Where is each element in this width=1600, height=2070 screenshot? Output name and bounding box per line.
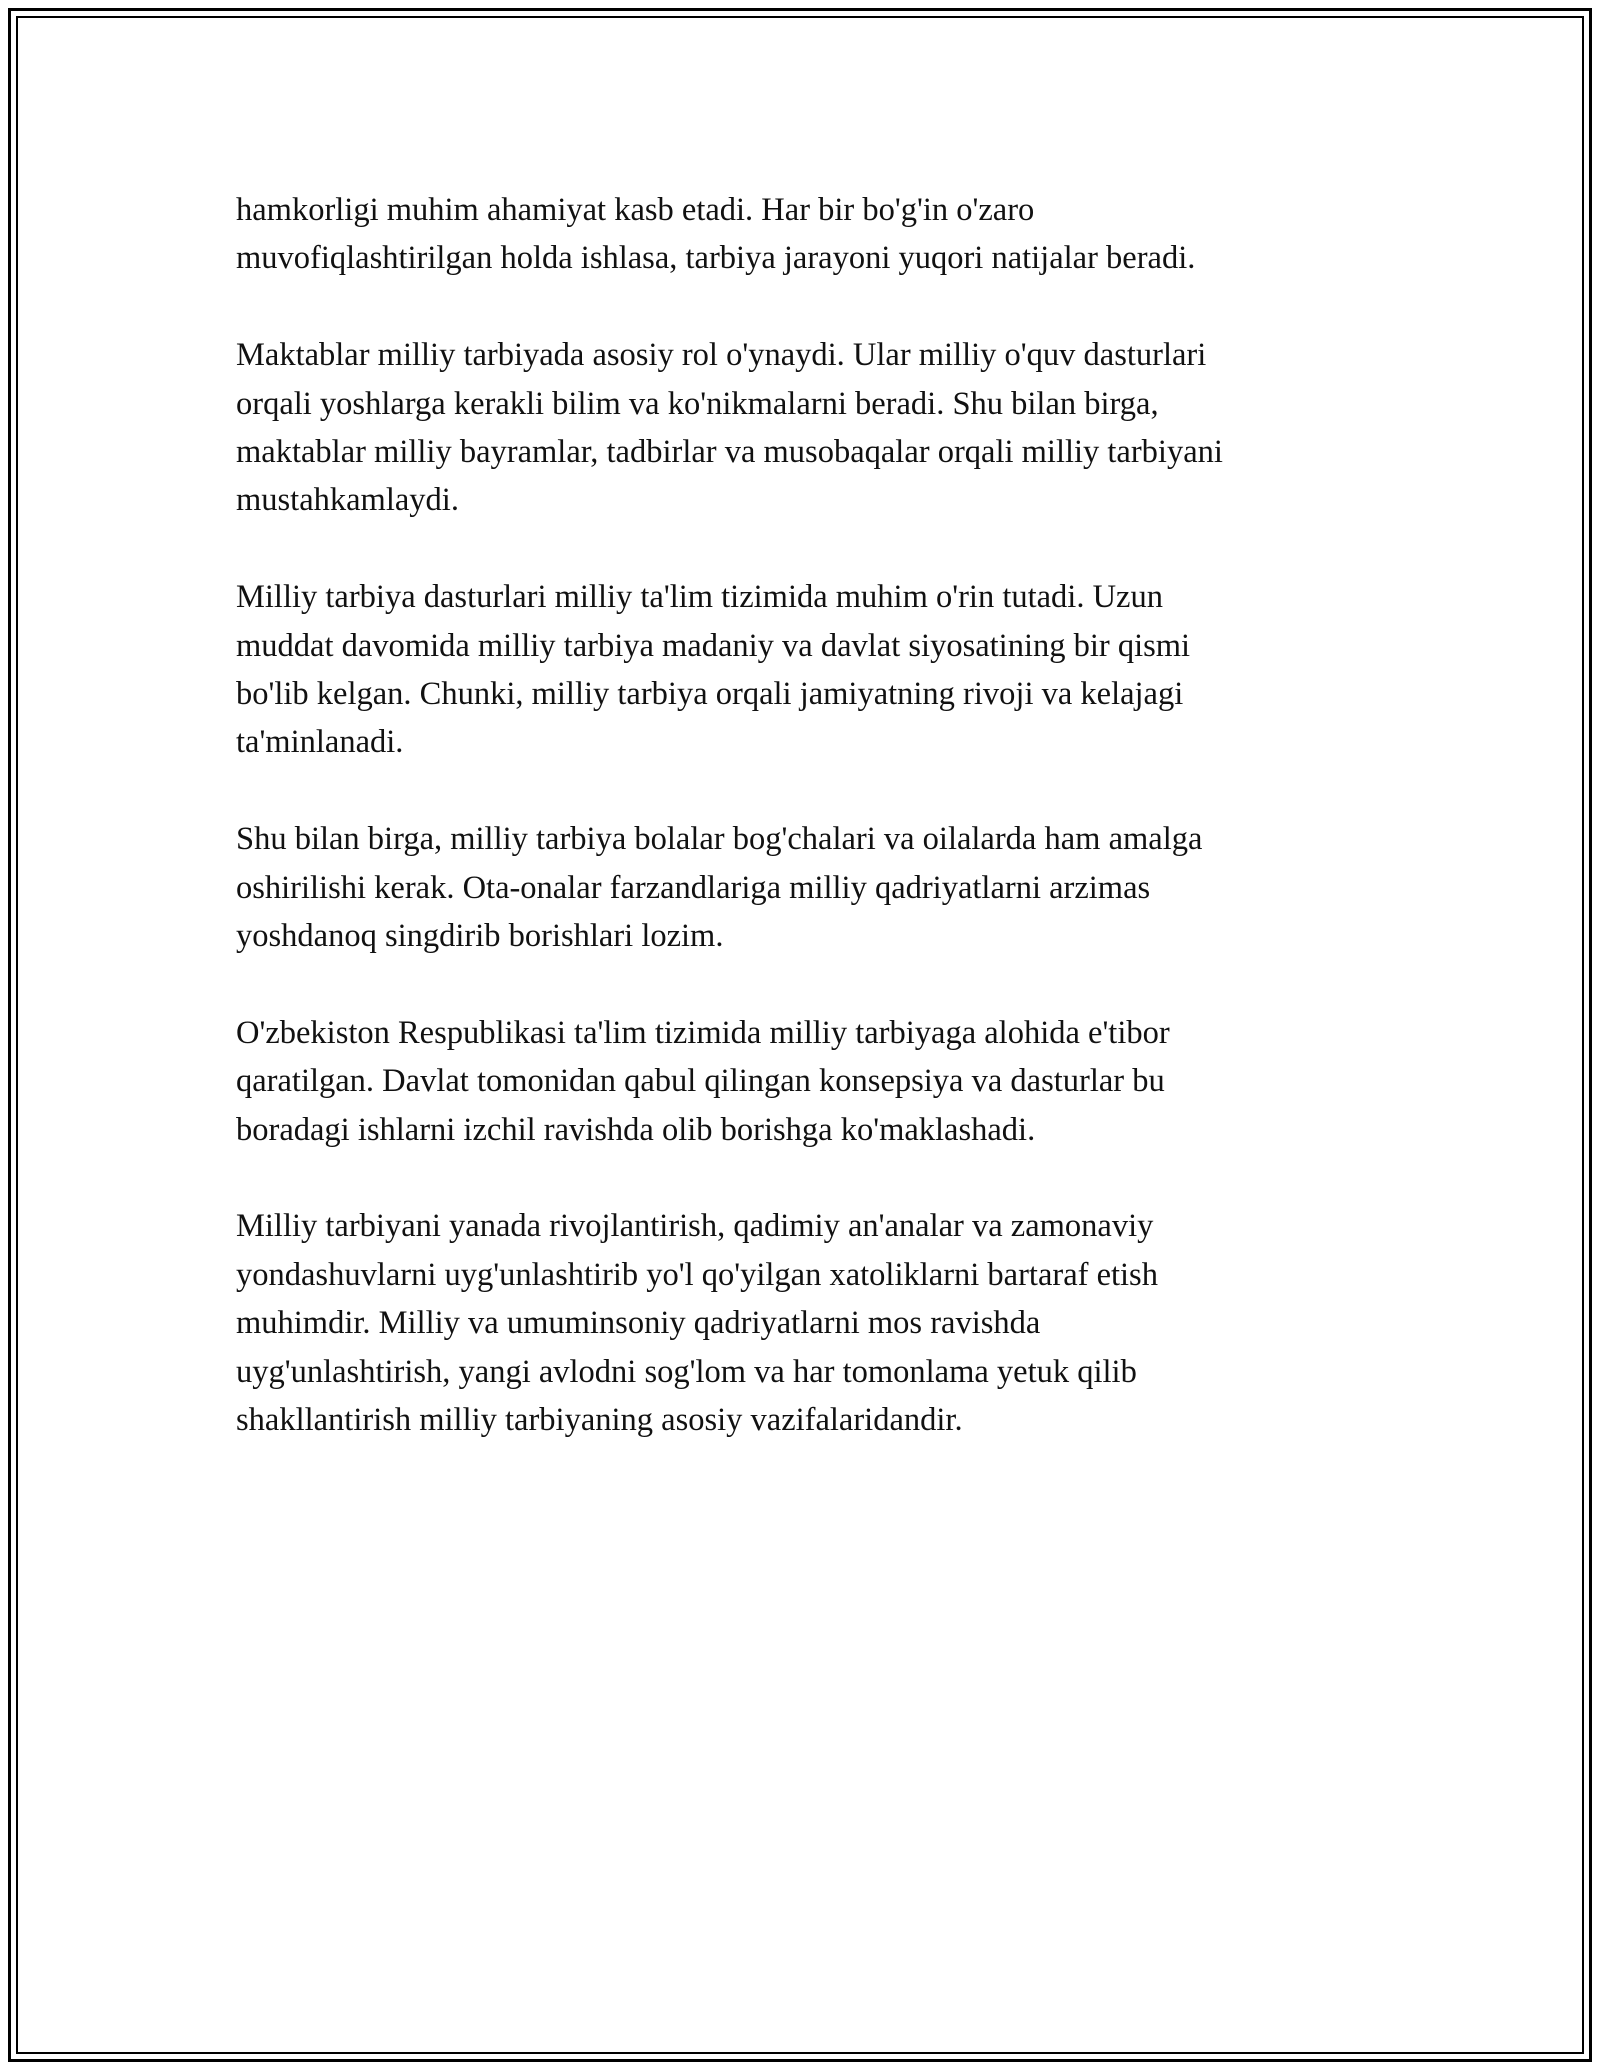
paragraph-line: muhimdir. Milliy va umuminsoniy qadriyatlarni mos ravishda <box>236 1305 1041 1342</box>
paragraph-line: boradagi ishlarni izchil ravishda olib borishga ko'maklashadi. <box>236 1111 1036 1148</box>
paragraph-line: muvofiqlashtirilgan holda ishlasa, tarbiya jarayoni yuqori natijalar beradi. <box>236 240 1196 277</box>
paragraph-line: hamkorligi muhim ahamiyat kasb etadi. Har bir bo'g'in o'zaro <box>236 192 1035 228</box>
paragraph-line: yoshdanoq singdirib borishlari lozim. <box>236 918 724 955</box>
paragraph-line: oshirilishi kerak. Ota-onalar farzandlariga milliy qadriyatlarni arzimas <box>236 869 1151 906</box>
paragraph-line: mustahkamlaydi. <box>236 482 459 519</box>
document-body <box>236 186 1366 1444</box>
paragraph-line: maktablar milliy bayramlar, tadbirlar va musobaqalar orqali milliy tarbiyani <box>236 434 1223 471</box>
paragraph-line: orqali yoshlarga kerakli bilim va ko'nikmalarni beradi. Shu bilan birga, <box>236 385 1159 422</box>
paragraph-1 <box>236 186 1366 283</box>
paragraph-6 <box>236 1202 1366 1444</box>
paragraph-line: muddat davomida milliy tarbiya madaniy va davlat siyosatining bir qismi <box>236 627 1191 664</box>
paragraph-line: Shu bilan birga, milliy tarbiya bolalar bog'chalari va oilalarda ham amalga <box>236 821 1203 858</box>
paragraph-3 <box>236 573 1366 767</box>
paragraph-line: Maktablar milliy tarbiyada asosiy rol o'ynaydi. Ular milliy o'quv dasturlari <box>236 337 1207 374</box>
paragraph-line: O'zbekiston Respublikasi ta'lim tizimida milliy tarbiyaga alohida e'tibor <box>236 1014 1170 1051</box>
paragraph-line: Milliy tarbiyani yanada rivojlantirish, qadimiy an'analar va zamonaviy <box>236 1208 1154 1245</box>
paragraph-5 <box>236 1009 1366 1154</box>
paragraph-line: Milliy tarbiya dasturlari milliy ta'lim tizimida muhim o'rin tutadi. Uzun <box>236 579 1163 616</box>
paragraph-line: qaratilgan. Davlat tomonidan qabul qilingan konsepsiya va dasturlar bu <box>236 1063 1165 1100</box>
paragraph-line: bo'lib kelgan. Chunki, milliy tarbiya orqali jamiyatning rivoji va kelajagi <box>236 676 1184 713</box>
paragraph-line: uyg'unlashtirish, yangi avlodni sog'lom va har tomonlama yetuk qilib <box>236 1353 1137 1390</box>
paragraph-2 <box>236 331 1366 525</box>
paragraph-line: ta'minlanadi. <box>236 724 404 761</box>
paragraph-line: shakllantirish milliy tarbiyaning asosiy vazifalaridandir. <box>236 1402 963 1439</box>
paragraph-4 <box>236 815 1366 960</box>
paragraph-line: yondashuvlarni uyg'unlashtirib yo'l qo'yilgan xatoliklarni bartaraf etish <box>236 1256 1158 1293</box>
